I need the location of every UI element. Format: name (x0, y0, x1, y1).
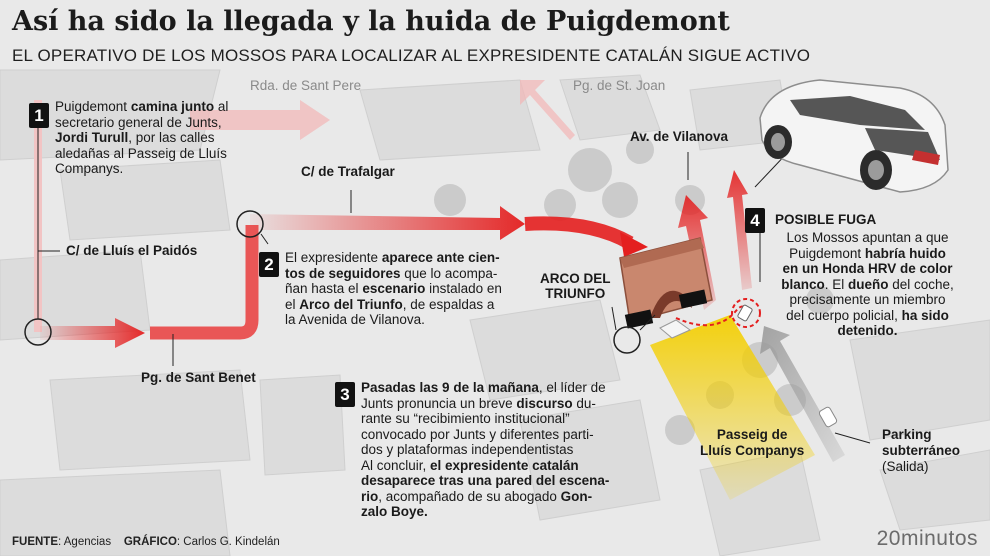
step-1-line (55, 146, 228, 162)
step-3-segment: Pasadas las 9 de la mañana (361, 380, 539, 395)
step-3-segment: dos y plataformas independentistas (361, 442, 574, 457)
step-2-segment: El expresidente (285, 250, 382, 265)
step-3-line (361, 458, 609, 474)
step-2-line (285, 281, 502, 297)
step-4-segment: precisamente un miembro (789, 292, 946, 307)
step-4-line (775, 308, 960, 324)
step-4-segment: del coche, (888, 276, 954, 292)
label-passeig-lluis-companys (700, 427, 804, 459)
step-4-line (775, 261, 960, 277)
step-2-segment: , de espaldas a (402, 296, 495, 312)
route-segment-arco (525, 223, 630, 243)
step-1-segment: Companys. (55, 161, 124, 176)
step-3-segment: rio (361, 488, 379, 504)
step-3-segment: desaparece tras una pared del escena- (361, 473, 610, 488)
step-4-line (775, 230, 960, 246)
label-passeig-line-2: Lluís Companys (700, 443, 805, 458)
step-1-segment: camina junto (130, 99, 215, 114)
label-arco-del-triunfo (540, 271, 611, 301)
step-2-segment: la Avenida de Vilanova. (285, 312, 425, 327)
label-parking-line-1: Parking (882, 427, 932, 442)
step-2-segment: Arco del Triunfo (299, 296, 403, 312)
step-3-segment: Junts pronuncia un breve (361, 395, 517, 411)
step-3-line (361, 427, 609, 443)
step-1-line (55, 130, 228, 146)
step-4-segment: . El (824, 276, 848, 292)
step-4-text (775, 230, 960, 339)
step-4-segment: en un Honda HRV de color (782, 261, 953, 276)
honda-hrv-car (760, 80, 948, 192)
step-1-segment: Jordi Turull (55, 130, 129, 145)
step-4-segment: detenido. (837, 323, 898, 338)
page-subtitle: EL OPERATIVO DE LOS MOSSOS PARA LOCALIZAR AL EXPRESIDENTE CATALÁN SIGUE ACTIVO (12, 46, 811, 65)
step-2-line (285, 266, 502, 282)
label-pg-sant-benet: Pg. de Sant Benet (141, 370, 256, 385)
step-3-line (361, 396, 609, 412)
step-4-segment: ha sido (901, 307, 949, 323)
step-3-line (361, 411, 609, 427)
step-4-segment: del cuerpo policial, (786, 307, 902, 323)
step-1-segment: Puigdemont (55, 99, 131, 114)
step-1-line (55, 99, 228, 115)
step-1-segment: , por las calles (128, 130, 215, 145)
step-1-line (55, 115, 228, 131)
step-2-line (285, 312, 502, 328)
step-3-segment: zalo Boye. (361, 504, 428, 519)
label-arco-line-2: TRIUNFO (545, 286, 606, 301)
step-3-line (361, 442, 609, 458)
footer-source-label: FUENTE (12, 536, 58, 548)
step-3-segment: convocado por Junts y diferentes parti- (361, 426, 594, 442)
step-1-segment: aledañas al Passeig de Lluís (55, 145, 227, 161)
step-4-heading: POSIBLE FUGA (775, 212, 877, 227)
step-4-badge: 4 (745, 208, 765, 233)
label-passeig-line-1: Passeig de (716, 427, 788, 442)
page-title: Así ha sido la llegada y la huida de Puigdemont (12, 6, 730, 37)
step-1-segment: secretario general de Junts, (55, 114, 222, 130)
label-pg-st-joan: Pg. de St. Joan (573, 78, 666, 93)
step-2-segment: ñan hasta el (285, 281, 363, 296)
step-3-line (361, 380, 609, 396)
step-4-segment: dueño (847, 276, 889, 292)
step-3-segment: rante su “recibimiento institucional” (361, 411, 570, 426)
step-4-line (775, 277, 960, 293)
label-parking-line-2: subterráneo (882, 443, 961, 458)
footer-source-value: : Agencias (58, 536, 112, 548)
step-2-segment: tos de seguidores (285, 265, 401, 281)
step-1-badge: 1 (29, 103, 49, 128)
footer-credits (12, 536, 280, 548)
step-2-line (285, 297, 502, 313)
step-3-line (361, 473, 609, 489)
step-2-text (285, 250, 502, 328)
label-trafalgar: C/ de Trafalgar (301, 164, 395, 179)
step-3-segment: el expresidente catalán (430, 457, 579, 473)
label-arco-line-1: ARCO DEL (540, 271, 611, 286)
step-3-segment: , acompañado de su abogado (378, 488, 561, 504)
brand-logo: 20minutos (876, 527, 978, 550)
footer-graphic-label: GRÁFICO (123, 536, 177, 548)
step-3-segment: du- (572, 395, 596, 411)
route-segment-up (150, 225, 252, 333)
step-2-badge: 2 (259, 252, 279, 277)
arc-de-triomf (620, 238, 712, 338)
label-lluis-paidos: C/ de Lluís el Paidós (66, 243, 198, 258)
label-rda-sant-pere: Rda. de Sant Pere (250, 78, 362, 93)
route-arrow-2 (250, 206, 525, 240)
step-3-segment: Al concluir, (361, 457, 431, 473)
label-parking (882, 427, 960, 475)
step-3-text (361, 380, 609, 520)
step-1-text (55, 99, 228, 177)
step-2-segment: instalado en (425, 281, 502, 296)
step-1-segment: al (214, 99, 229, 114)
step-2-line (285, 250, 502, 266)
step-1-line (55, 161, 228, 177)
marker-arco (614, 327, 640, 353)
step-4-line (775, 323, 960, 339)
step-4-segment: blanco (781, 276, 825, 292)
step-3-segment: Gon- (560, 488, 593, 504)
step-4-line (775, 246, 960, 262)
step-2-segment: aparece ante cien- (381, 250, 500, 265)
footer-graphic-value: : Carlos G. Kindelán (176, 536, 280, 548)
label-parking-note: (Salida) (882, 459, 929, 474)
step-3-line (361, 504, 609, 520)
step-3-line (361, 489, 609, 505)
step-4-line (775, 292, 960, 308)
step-3-segment: discurso (516, 395, 573, 411)
step-4-segment: Puigdemont (789, 245, 865, 261)
step-2-segment: escenario (362, 281, 426, 296)
step-3-segment: , el líder de (538, 380, 606, 395)
step-4-segment: habría huido (864, 245, 946, 261)
step-2-segment: que lo acompa- (400, 265, 498, 281)
label-av-vilanova: Av. de Vilanova (630, 129, 729, 144)
step-3-badge: 3 (335, 382, 355, 407)
step-4-segment: Los Mossos apuntan a que (786, 230, 949, 245)
step-2-segment: el (285, 296, 300, 312)
